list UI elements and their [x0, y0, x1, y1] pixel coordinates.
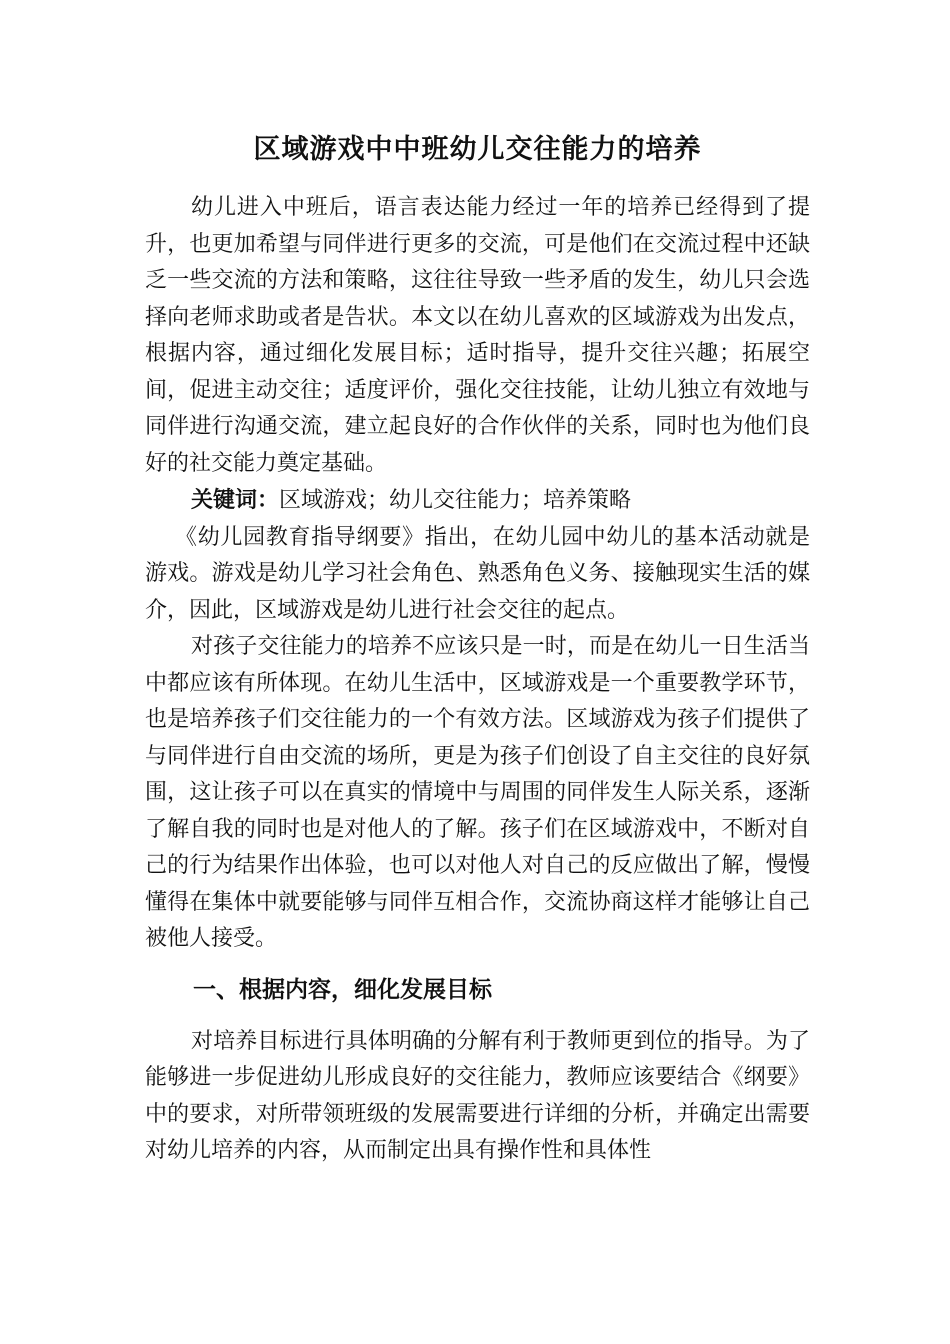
- document-page: [145, 128, 810, 1170]
- abstract-paragraph: 幼儿进入中班后，语言表达能力经过一年的培养已经得到了提升，也更加希望与同伴进行更多的交流，可是他们在交流过程中还缺乏一些交流的方法和策略，这往往导致一些矛盾的发生，幼儿只会选择向老师求助或者是告状。本文以在幼儿喜欢的区域游戏为出发点，根据内容，通过细化发展目标；适时指导，提升交往兴趣；拓展空间，促进主动交往；适度评价，强化交往技能，让幼儿独立有效地与同伴进行沟通交流，建立起良好的合作伙伴的关系，同时也为他们良好的社交能力奠定基础。: [145, 195, 810, 476]
- section-paragraph: 对培养目标进行具体明确的分解有利于教师更到位的指导。为了能够进一步促进幼儿形成良好的交往能力，教师应该要结合《纲要》中的要求，对所带领班级的发展需要进行详细的分析，并确定出需要对幼儿培养的内容，从而制定出具有操作性和具体性: [145, 1028, 810, 1163]
- section-heading: 一、根据内容，细化发展目标: [193, 975, 492, 1003]
- document-title: 区域游戏中中班幼儿交往能力的培养: [253, 134, 702, 165]
- keywords-value: 区域游戏；幼儿交往能力；培养策略: [279, 488, 632, 513]
- keywords-label: 关键词：: [191, 487, 280, 513]
- body-paragraph: 对孩子交往能力的培养不应该只是一时，而是在幼儿一日生活当中都应该有所体现。在幼儿生活中，区域游戏是一个重要教学环节，也是培养孩子们交往能力的一个有效方法。区域游戏为孩子们提供了与同伴进行自由交流的场所，更是为孩子们创设了自主交往的良好氛围，这让孩子可以在真实的情境中与周围的同伴发生人际关系，逐渐了解自我的同时也是对他人的了解。孩子们在区域游戏中，不断对自己的行为结果作出体验，也可以对他人对自己的反应做出了解，慢慢懂得在集体中就要能够与同伴互相合作，交流协商这样才能够让自己被他人接受。: [145, 634, 810, 951]
- keywords-line: [145, 482, 810, 520]
- intro-paragraph: 《幼儿园教育指导纲要》指出，在幼儿园中幼儿的基本活动就是游戏。游戏是幼儿学习社会角色、熟悉角色义务、接触现实生活的媒介，因此，区域游戏是幼儿进行社会交往的起点。: [145, 524, 810, 623]
